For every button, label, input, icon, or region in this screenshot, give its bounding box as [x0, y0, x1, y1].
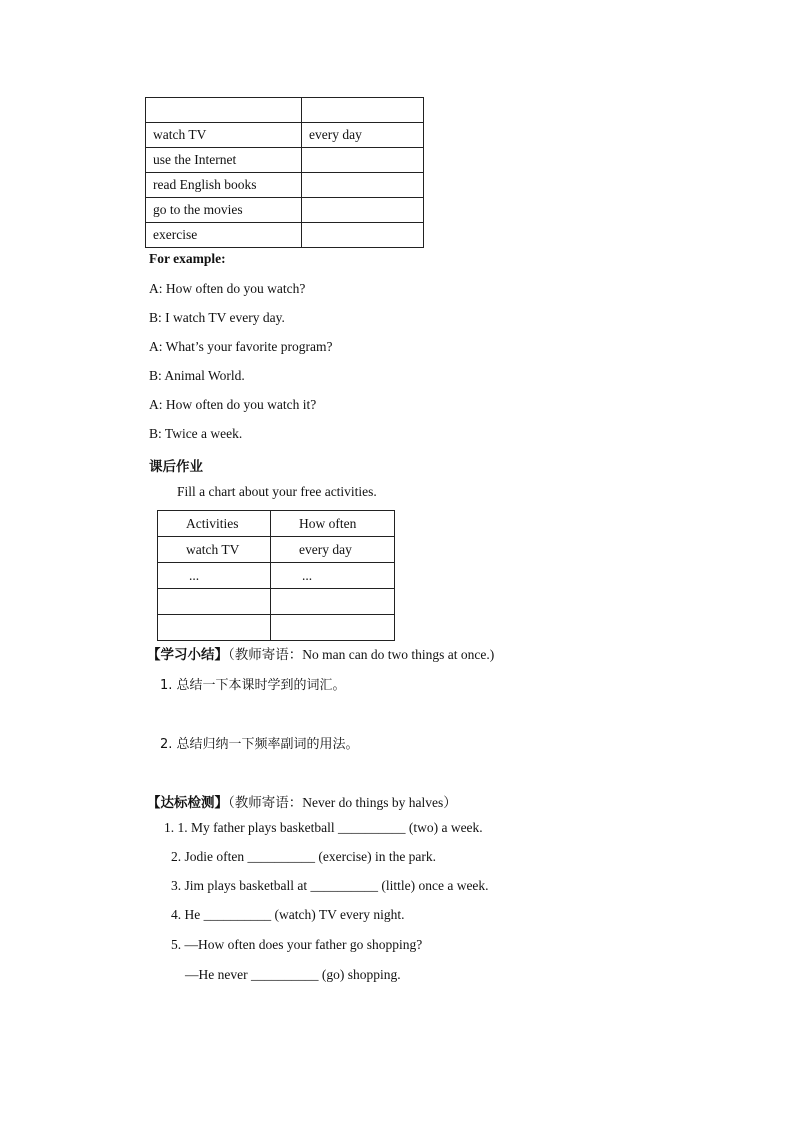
exercise-item: 4. He __________ (watch) TV every night.	[171, 907, 405, 922]
dialogue-line: B: I watch TV every day.	[149, 310, 285, 325]
table-cell	[302, 223, 424, 248]
table-cell: every day	[302, 123, 424, 148]
dialogue-line: B: Animal World.	[149, 368, 245, 383]
summary-note: （教师寄语：No man can do two things at once.)	[228, 647, 495, 662]
exercise-item: 5. —How often does your father go shopping?	[171, 937, 423, 952]
table-cell	[158, 615, 271, 641]
table-cell: watch TV	[158, 537, 271, 563]
table-cell	[302, 173, 424, 198]
dialogue-line: B: Twice a week.	[149, 426, 243, 441]
table-cell	[158, 589, 271, 615]
table-header-cell: How often	[271, 511, 395, 537]
table-row	[158, 511, 395, 537]
dialogue-line: A: How often do you watch?	[149, 281, 306, 296]
table-cell: ...	[158, 563, 271, 589]
table-cell	[146, 98, 302, 123]
table-cell	[302, 98, 424, 123]
table-row	[158, 537, 395, 563]
test-section-title	[147, 791, 457, 811]
homework-heading: 课后作业	[149, 459, 203, 475]
exercise-item: 2. Jodie often __________ (exercise) in the park.	[171, 849, 437, 864]
dialogue-line: A: What’s your favorite program?	[149, 339, 333, 354]
table-cell: ...	[271, 563, 395, 589]
activity-table	[145, 97, 424, 248]
exercise-item: —He never __________ (go) shopping.	[185, 967, 401, 982]
table-cell	[302, 148, 424, 173]
example-heading: For example:	[149, 251, 226, 266]
table-cell: every day	[271, 537, 395, 563]
table-row	[158, 615, 395, 641]
summary-section-title	[147, 643, 494, 663]
table-header-cell: Activities	[158, 511, 271, 537]
test-note: （教师寄语：Never do things by halves）	[228, 795, 457, 810]
table-row	[158, 589, 395, 615]
table-row	[158, 563, 395, 589]
table-row	[146, 98, 424, 123]
table-row	[146, 198, 424, 223]
table-cell: exercise	[146, 223, 302, 248]
table-row	[146, 223, 424, 248]
table-row	[146, 148, 424, 173]
table-cell	[271, 615, 395, 641]
free-activities-table	[157, 510, 395, 641]
exercise-item: 1. 1. My father plays basketball __________ (two) a week.	[164, 820, 483, 835]
test-heading: 【达标检测】	[147, 795, 228, 811]
table-row	[146, 123, 424, 148]
summary-item: 2. 总结归纳一下频率副词的用法。	[160, 737, 359, 752]
table-cell: read English books	[146, 173, 302, 198]
table-cell	[302, 198, 424, 223]
summary-heading: 【学习小结】	[147, 647, 228, 663]
table-cell: watch TV	[146, 123, 302, 148]
dialogue-line: A: How often do you watch it?	[149, 397, 317, 412]
summary-item: 1. 总结一下本课时学到的词汇。	[160, 678, 346, 693]
homework-instruction: Fill a chart about your free activities.	[177, 484, 377, 499]
exercise-item: 3. Jim plays basketball at __________ (little) once a week.	[171, 878, 489, 893]
table-cell: go to the movies	[146, 198, 302, 223]
table-cell: use the Internet	[146, 148, 302, 173]
table-cell	[271, 589, 395, 615]
table-row	[146, 173, 424, 198]
